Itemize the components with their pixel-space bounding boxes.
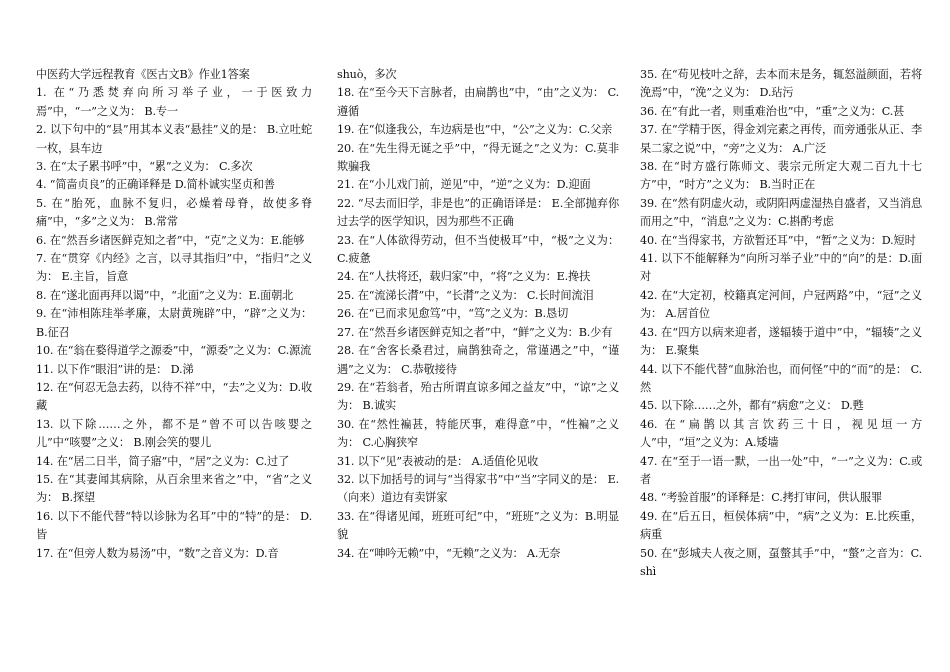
answer-item: 34. 在“呻吟无赖”中，“无赖”之义为： A.无奈 bbox=[337, 546, 561, 560]
answer-item: 17. 在“但旁人数为易汤”中，“数”之音义为：D.音 bbox=[36, 546, 279, 560]
answer-item: 9. 在“沛相陈珪举孝廉，太尉黄琬辟”中，“辟”之义为： B.征召 bbox=[36, 307, 312, 339]
answer-item: 27. 在“然吾乡诸医鲜克知之者”中，“鲜”之义为：B.少有 bbox=[337, 325, 613, 339]
answer-item: 50. 在“彭城夫人夜之厕，虿螫其手”中，“螫”之音为：C. shì bbox=[640, 546, 922, 578]
answer-item: 11. 以下作“眼泪”讲的是： D.涕 bbox=[36, 362, 194, 376]
answer-item: 19. 在“似逢我公，车边病是也”中，“公”之义为：C.父亲 bbox=[337, 123, 613, 137]
text-column-2 bbox=[337, 66, 619, 563]
answer-item: 31. 以下“见”表被动的是： A.适值伦见收 bbox=[337, 454, 539, 468]
answer-item: 33. 在“得诸见闻，班班可纪”中，“班班”之义为：B.明显貌 bbox=[337, 509, 619, 542]
answer-item: 47. 在“至于一语一默，一出一处”中，“一”之义为：C.或者 bbox=[640, 454, 922, 486]
answer-item: 13. 以下除……之外，都不是“曾不可以告咳婴之儿”中“咳婴”之义： B.刚会笑的婴儿 bbox=[36, 417, 312, 450]
answer-item: 3. 在“太子累书呼”中，“累”之义为： C.多次 bbox=[36, 160, 253, 174]
answer-item: 20. 在“先生得无诞之乎”中，“得无诞之”之义为：C.莫非欺骗我 bbox=[337, 141, 619, 174]
answer-item: 26. 在“已而求见愈笃”中，“笃”之义为：B.恳切 bbox=[337, 307, 569, 321]
answer-item: 46. 在“扁鹊以其言饮药三十日，视见垣一方人”中，“垣”之义为：A.矮墙 bbox=[640, 417, 922, 450]
document-title: 中医药大学远程教育《医古文B》作业1答案 bbox=[36, 68, 250, 81]
answer-item: 24. 在“人扶将还，载归家”中，“将”之义为：E.搀扶 bbox=[337, 270, 591, 284]
answer-item: 36. 在“有此一者，则重难治也”中，“重”之义为：C.甚 bbox=[640, 104, 905, 118]
answer-item: 45. 以下除……之外，都有“病愈”之义： D.甦 bbox=[640, 399, 864, 413]
answer-item: 30. 在“然性褊甚，特能厌事，难得意”中，“性褊”之义为： C.心胸狭窄 bbox=[337, 417, 619, 450]
answer-item: 23. 在“人体欲得劳动，但不当使极耳”中，“极”之义为： C.疲惫 bbox=[337, 233, 619, 266]
text-column-1 bbox=[36, 66, 312, 563]
answer-item: 10. 在“翁在婺得道学之源委”中，“源委”之义为：C.源流 bbox=[36, 344, 312, 358]
answer-item: 28. 在“舍客长桑君过，扁鹊独奇之，常谨遇之”中，“谨遇”之义为： C.恭敬接待 bbox=[337, 344, 619, 376]
answer-item: 21. 在“小儿戏门前，逆见”中，“逆”之义为：D.迎面 bbox=[337, 178, 591, 192]
answer-item: 42. 在“大定初，校籍真定河间，户冠两路”中，“冠”之义为： A.居首位 bbox=[640, 288, 922, 321]
answer-item: 43. 在“四方以病来迎者，遂辐辏于道中”中，“辐辏”之义为： E.聚集 bbox=[640, 325, 922, 358]
answer-item: 37. 在“学精于医，得金刘完素之再传，而旁通张从正、李杲二家之说”中，“旁”之义为： A.广泛 bbox=[640, 123, 922, 155]
answer-item: 12. 在“何忍无急去药，以待不祥”中，“去”之义为：D.收藏 bbox=[36, 380, 312, 413]
answer-item: 29. 在“若翁者，殆古所谓直谅多闻之益友”中，“谅”之义为： B.诚实 bbox=[337, 380, 619, 413]
answer-item: 22. “尽去而旧学，非是也”的正确语译是： E.全部抛弃你过去学的医学知识，因为那些不正确 bbox=[337, 196, 619, 229]
answer-item: 5. 在“胎死，血脉不复归，必燥着母脊，故使多脊痛”中，“多”之义为： B.常常 bbox=[36, 196, 312, 229]
answer-item: 32. 以下加括号的词与“当得家书”中“当”字同义的是： E.（向来）道边有卖饼家 bbox=[337, 472, 619, 505]
answer-item: 2. 以下句中的“县”用其本义表“悬挂”义的是： B.立吐蛇一枚，县车边 bbox=[36, 123, 312, 155]
text-column-3 bbox=[640, 66, 922, 581]
answer-item: 14. 在“居二日半，简子寤”中，“居”之义为：C.过了 bbox=[36, 454, 290, 468]
answer-item: 49. 在“后五日，桓侯体病”中，“病”之义为：E.比疾重，病重 bbox=[640, 509, 922, 542]
answer-item: 25. 在“流涕长潸”中，“长潸”之义为： C.长时间流泪 bbox=[337, 288, 594, 302]
answer-item: 18. 在“至今天下言脉者，由扁鹊也”中，“由”之义为： C.遵循 bbox=[337, 86, 619, 118]
answer-item: 35. 在“苟见枝叶之辞，去本而末是务，辄怒溢颜面，若将浼焉”中，“浼”之义为： D.玷污 bbox=[640, 68, 922, 100]
answer-item: 44. 以下不能代替“血脉治也，而何怪”中的“而”的是： C.然 bbox=[640, 362, 922, 394]
answer-item: 1. 在“乃悉焚弃向所习举子业，一于医致力焉”中，“一”之义为： B.专一 bbox=[36, 86, 312, 118]
answer-item: 8. 在“遂北面再拜以谒”中，“北面”之义为：E.面朝北 bbox=[36, 288, 294, 302]
answer-item: 40. 在“当得家书，方欲暂还耳”中，“暂”之义为：D.短时 bbox=[640, 233, 916, 247]
answer-item: 41. 以下不能解释为“向所习举子业”中的“向”的是：D.面对 bbox=[640, 252, 922, 284]
answer-item: 39. 在“然有阴虚火动，或阴阳两虚湿热自盛者，又当消息而用之”中，“消息”之义为：C.斟酌考虑 bbox=[640, 196, 922, 229]
answer-item: 16. 以下不能代替“特以诊脉为名耳”中的“特”的是： D.皆 bbox=[36, 509, 312, 542]
answer-item: shuò，多次 bbox=[337, 68, 397, 81]
answer-item: 4. “简啬贞良”的正确译释是 D.简朴诚实坚贞和善 bbox=[36, 178, 275, 192]
answer-item: 7. 在“贯穿《内经》之言，以寻其指归”中，“指归”之义为： E.主旨，旨意 bbox=[36, 252, 312, 284]
answer-item: 6. 在“然吾乡诸医鲜克知之者”中，“克”之义为：E.能够 bbox=[36, 233, 305, 247]
answer-item: 48. “考验首服”的译释是：C.拷打审问，供认服罪 bbox=[640, 491, 882, 505]
answer-item: 38. 在“时方盛行陈师文、裴宗元所定大观二百九十七方”中，“时方”之义为： B.当时正在 bbox=[640, 160, 922, 192]
answer-item: 15. 在“其妻闻其病除，从百余里来省之”中，“省”之义为： B.探望 bbox=[36, 472, 312, 505]
